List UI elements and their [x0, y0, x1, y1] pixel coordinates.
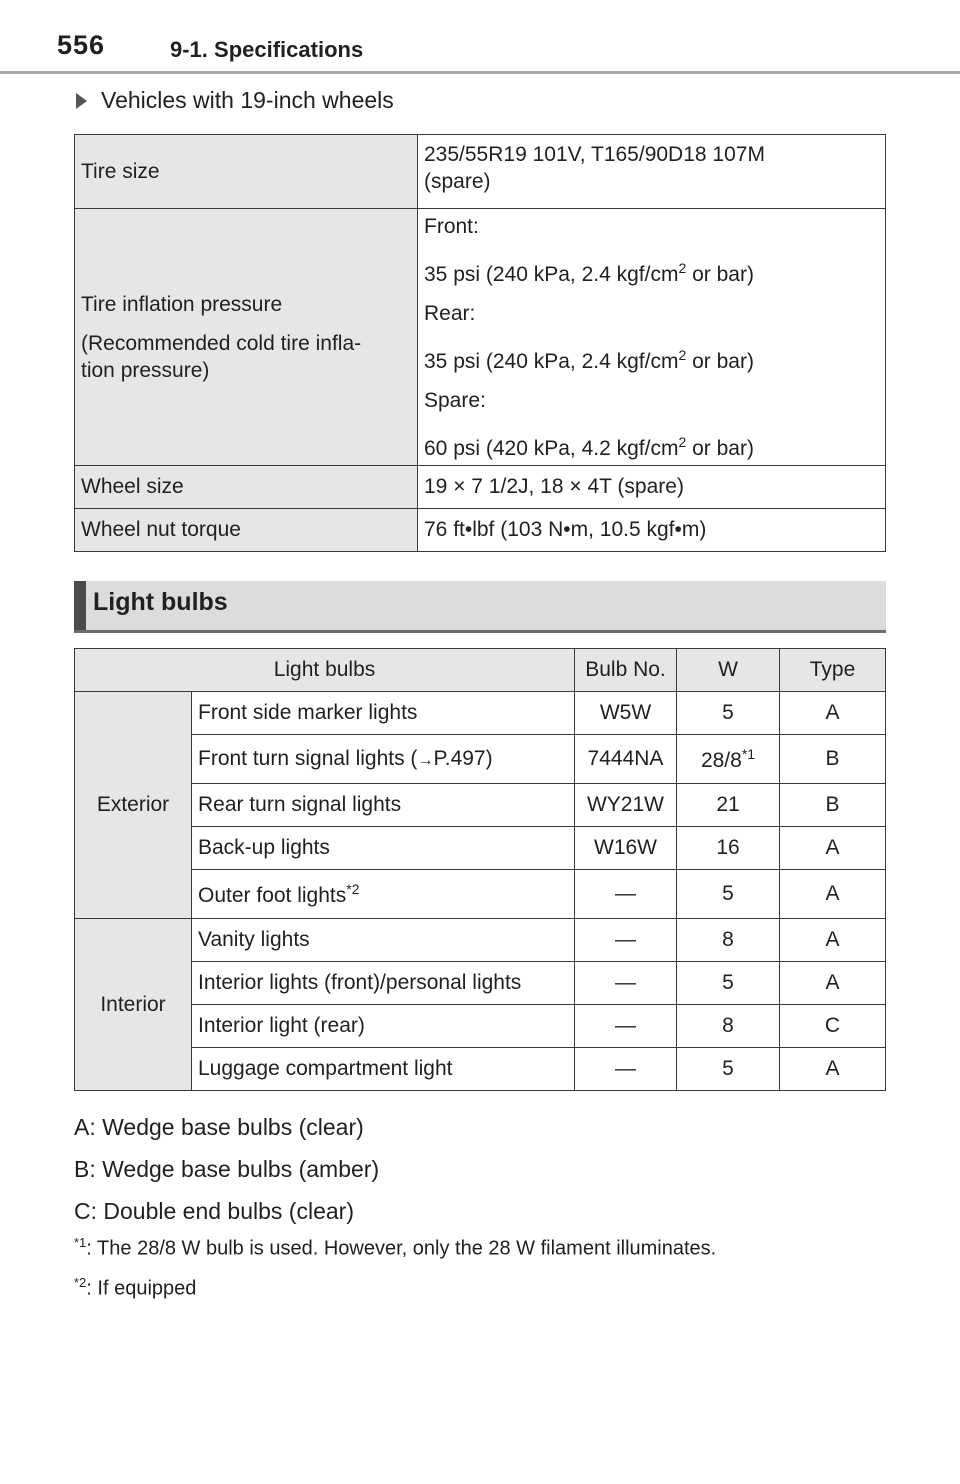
- bulb-number: W16W: [575, 827, 677, 870]
- pressure-label-line2: (Recommended cold tire infla-: [81, 331, 362, 355]
- bulb-name-text: Outer foot lights: [198, 883, 347, 907]
- section-accent-bar: [74, 581, 86, 630]
- pressure-label-line3: tion pressure): [81, 358, 210, 382]
- bulb-watt: 5: [677, 870, 780, 919]
- spare-value: [424, 429, 879, 462]
- table-header-row: [75, 649, 886, 692]
- bulb-type: B: [780, 784, 886, 827]
- col-header-light-bulbs: Light bulbs: [75, 649, 575, 692]
- tire-subheading: [76, 87, 394, 114]
- footnote-text: : The 28/8 W bulb is used. However, only the 28 W filament illuminates.: [86, 1237, 717, 1260]
- col-header-bulb-no: Bulb No.: [575, 649, 677, 692]
- bulb-type: A: [780, 1048, 886, 1091]
- table-row: [75, 466, 886, 509]
- col-header-type: Type: [780, 649, 886, 692]
- table-row: [75, 509, 886, 552]
- bulb-type: A: [780, 870, 886, 919]
- light-bulb-table: [74, 648, 886, 1091]
- legend-c: C: Double end bulbs (clear): [74, 1198, 354, 1224]
- bulb-name-text: Front turn signal lights (: [198, 747, 418, 770]
- page-reference: P.497): [433, 747, 493, 770]
- bulb-name: Interior lights (front)/personal lights: [192, 962, 575, 1005]
- legend-b: B: Wedge base bulbs (amber): [74, 1156, 380, 1182]
- footnote-text: : If equipped: [86, 1277, 197, 1300]
- table-row: [75, 962, 886, 1005]
- bulb-name: [192, 735, 575, 784]
- table-row: [75, 919, 886, 962]
- tire-size-value: [418, 135, 886, 209]
- light-bulbs-section-header: [74, 581, 886, 633]
- triangle-bullet-icon: [76, 93, 87, 109]
- bulb-number: 7444NA: [575, 735, 677, 784]
- table-row: [75, 1048, 886, 1091]
- bulb-watt: 5: [677, 962, 780, 1005]
- page-ref-arrow-icon: →: [417, 752, 434, 769]
- front-value-text: 35 psi (240 kPa, 2.4 kgf/cm: [424, 263, 679, 286]
- rear-value: [424, 342, 879, 375]
- table-row: [75, 1005, 886, 1048]
- bulb-watt-text: 28/8: [700, 748, 742, 772]
- bulb-name: Vanity lights: [192, 919, 575, 962]
- spare-value-text: 60 psi (420 kPa, 4.2 kgf/cm: [424, 437, 679, 460]
- bulb-number: —: [575, 962, 677, 1005]
- nut-torque-value: 76 ft•lbf (103 N•m, 10.5 kgf•m): [418, 509, 886, 552]
- footnote-ref: *1: [741, 745, 756, 762]
- bulb-type: A: [780, 692, 886, 735]
- rear-value-text: 35 psi (240 kPa, 2.4 kgf/cm: [424, 350, 679, 373]
- bulb-type-legend: [74, 1106, 379, 1232]
- bulb-watt: 16: [677, 827, 780, 870]
- table-row: [75, 135, 886, 209]
- bulb-name: Rear turn signal lights: [192, 784, 575, 827]
- footnote-ref: *2: [346, 880, 360, 897]
- bulb-type: A: [780, 827, 886, 870]
- rear-label: Rear:: [424, 302, 476, 325]
- pressure-label-line1: Tire inflation pressure: [81, 292, 283, 316]
- spare-tail: or bar): [686, 437, 754, 460]
- front-label: Front:: [424, 215, 479, 238]
- tire-subheading-text: Vehicles with 19-inch wheels: [101, 87, 394, 113]
- bulb-number: —: [575, 919, 677, 962]
- rear-exp: 2: [678, 347, 687, 363]
- legend-a: A: Wedge base bulbs (clear): [74, 1114, 364, 1140]
- bulb-name: Back-up lights: [192, 827, 575, 870]
- bulb-name: [192, 870, 575, 919]
- table-row: [75, 784, 886, 827]
- page-number: 556: [57, 30, 106, 60]
- header-divider: [0, 71, 960, 74]
- section-title: 9-1. Specifications: [170, 37, 364, 62]
- spare-exp: 2: [678, 434, 687, 450]
- footnote-mark: *2: [74, 1275, 87, 1290]
- table-row: [75, 827, 886, 870]
- front-value: [424, 255, 879, 288]
- bulb-type: C: [780, 1005, 886, 1048]
- table-row: [75, 870, 886, 919]
- bulb-watt: [677, 735, 780, 784]
- table-row: [75, 209, 886, 466]
- group-interior: Interior: [75, 919, 192, 1091]
- bulb-watt: 8: [677, 919, 780, 962]
- bulb-number: —: [575, 870, 677, 919]
- group-exterior: Exterior: [75, 692, 192, 919]
- tire-size-line1: 235/55R19 101V, T165/90D18 107M: [424, 143, 765, 166]
- wheel-size-value: 19 × 7 1/2J, 18 × 4T (spare): [418, 466, 886, 509]
- bulb-number: —: [575, 1005, 677, 1048]
- front-tail: or bar): [686, 263, 754, 286]
- pressure-label: [75, 209, 418, 466]
- table-row: [75, 735, 886, 784]
- bulb-name: Interior light (rear): [192, 1005, 575, 1048]
- bulb-watt: 21: [677, 784, 780, 827]
- bulb-type: A: [780, 919, 886, 962]
- col-header-w: W: [677, 649, 780, 692]
- bulb-number: W5W: [575, 692, 677, 735]
- light-bulbs-title: Light bulbs: [93, 588, 228, 616]
- wheel-size-label: Wheel size: [75, 466, 418, 509]
- bulb-type: A: [780, 962, 886, 1005]
- front-exp: 2: [678, 260, 687, 276]
- bulb-type: B: [780, 735, 886, 784]
- pressure-values: [418, 209, 886, 466]
- bulb-name: Front side marker lights: [192, 692, 575, 735]
- table-row: [75, 692, 886, 735]
- bulb-name: Luggage compartment light: [192, 1048, 575, 1091]
- spare-label: Spare:: [424, 389, 486, 412]
- page-header: [0, 0, 960, 76]
- rear-tail: or bar): [686, 350, 754, 373]
- bulb-watt: 5: [677, 692, 780, 735]
- tire-size-label: Tire size: [75, 135, 418, 209]
- bulb-watt: 8: [677, 1005, 780, 1048]
- footnote-2: [74, 1275, 196, 1301]
- tire-size-line2: (spare): [424, 170, 491, 193]
- bulb-number: WY21W: [575, 784, 677, 827]
- footnote-1: [74, 1235, 716, 1261]
- bulb-watt: 5: [677, 1048, 780, 1091]
- footnote-mark: *1: [74, 1235, 87, 1250]
- nut-torque-label: Wheel nut torque: [75, 509, 418, 552]
- tire-spec-table: [74, 134, 886, 552]
- bulb-number: —: [575, 1048, 677, 1091]
